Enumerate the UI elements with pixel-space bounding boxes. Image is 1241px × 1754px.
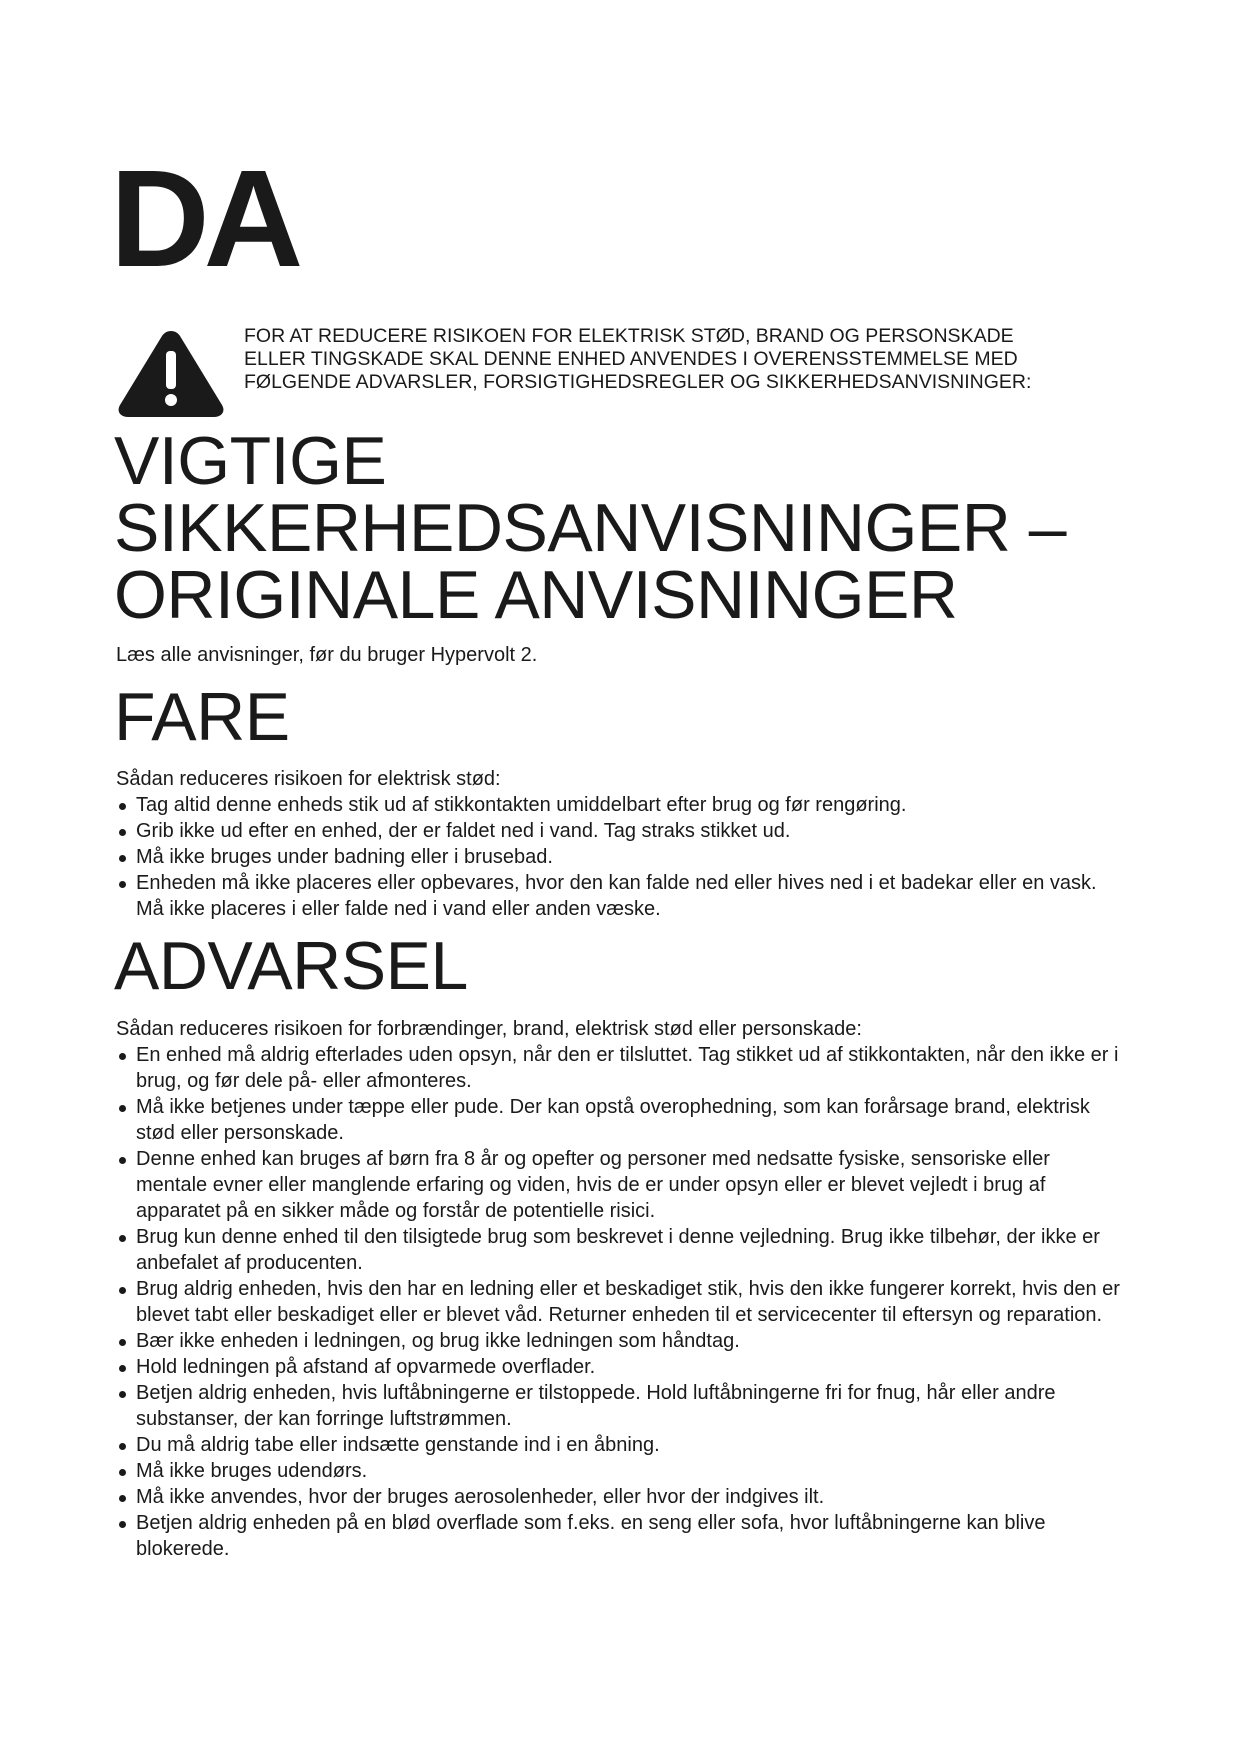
list-item: Må ikke bruges under badning eller i brusebad. [116, 844, 1126, 870]
warning-list [116, 1042, 1126, 1562]
list-item: Tag altid denne enheds stik ud af stikkontakten umiddelbart efter brug og før rengøring. [116, 792, 1126, 818]
main-title-line: ORIGINALE ANVISNINGER [114, 557, 958, 633]
list-item: Hold ledningen på afstand af opvarmede overflader. [116, 1354, 1126, 1380]
intro-text: Læs alle anvisninger, før du bruger Hypervolt 2. [116, 644, 538, 666]
list-item: Enheden må ikke placeres eller opbevares, hvor den kan falde ned eller hives ned i et badekar eller en vask. Må ikke placeres i eller falde ned i vand eller anden væske. [116, 870, 1126, 922]
danger-list [116, 792, 1126, 922]
list-item: Bær ikke enheden i ledningen, og brug ikke ledningen som håndtag. [116, 1328, 1126, 1354]
main-title-line: VIGTIGE [114, 423, 387, 499]
list-item: Du må aldrig tabe eller indsætte genstande ind i en åbning. [116, 1432, 1126, 1458]
list-item: En enhed må aldrig efterlades uden opsyn, når den er tilsluttet. Tag stikket ud af stikkontakten, når den ikke er i brug, og før dele på- eller afmonteres. [116, 1042, 1126, 1094]
list-item: Betjen aldrig enheden på en blød overflade som f.eks. en seng eller sofa, hvor luftåbningerne kan blive blokerede. [116, 1510, 1126, 1562]
list-item: Må ikke bruges udendørs. [116, 1458, 1126, 1484]
warning-heading: ADVARSEL [114, 928, 468, 1004]
danger-lead: Sådan reduceres risikoen for elektrisk stød: [116, 768, 501, 790]
list-item: Må ikke betjenes under tæppe eller pude. Der kan opstå overophedning, som kan forårsage brand, elektrisk stød eller personskade. [116, 1094, 1126, 1146]
main-title-line: SIKKERHEDSANVISNINGER – [114, 490, 1067, 566]
list-item: Må ikke anvendes, hvor der bruges aerosolenheder, eller hvor der indgives ilt. [116, 1484, 1126, 1510]
list-item: Grib ikke ud efter en enhed, der er faldet ned i vand. Tag straks stikket ud. [116, 818, 1126, 844]
warning-line: ELLER TINGSKADE SKAL DENNE ENHED ANVENDES I OVERENSSTEMMELSE MED [244, 348, 1018, 370]
danger-heading: FARE [114, 679, 290, 755]
list-item: Betjen aldrig enheden, hvis luftåbningerne er tilstoppede. Hold luftåbningerne fri for fnug, hår eller andre substanser, der kan forringe luftstrømmen. [116, 1380, 1126, 1432]
list-item: Brug aldrig enheden, hvis den har en ledning eller et beskadiget stik, hvis den ikke fungerer korrekt, hvis den er blevet tabt eller beskadiget eller er blevet våd. Returner enheden til et servicecenter til eftersyn og reparation. [116, 1276, 1126, 1328]
list-item: Denne enhed kan bruges af børn fra 8 år og opefter og personer med nedsatte fysiske, sensoriske eller mentale evner eller manglende erfaring og viden, hvis de er under opsyn eller er blevet vejledt i brug af apparatet på en sikker måde og forstår de potentielle risici. [116, 1146, 1126, 1224]
warning-line: FØLGENDE ADVARSLER, FORSIGTIGHEDSREGLER OG SIKKERHEDSANVISNINGER: [244, 371, 1032, 393]
warning-notice [116, 325, 1126, 417]
warning-text [244, 325, 1124, 394]
warning-line: FOR AT REDUCERE RISIKOEN FOR ELEKTRISK STØD, BRAND OG PERSONSKADE [244, 325, 1014, 347]
warning-triangle-icon [116, 325, 226, 419]
main-title [114, 423, 1124, 633]
warning-lead: Sådan reduceres risikoen for forbrændinger, brand, elektrisk stød eller personskade: [116, 1018, 862, 1040]
language-code: DA [110, 142, 298, 296]
list-item: Brug kun denne enhed til den tilsigtede brug som beskrevet i denne vejledning. Brug ikke tilbehør, der ikke er anbefalet af producenten. [116, 1224, 1126, 1276]
